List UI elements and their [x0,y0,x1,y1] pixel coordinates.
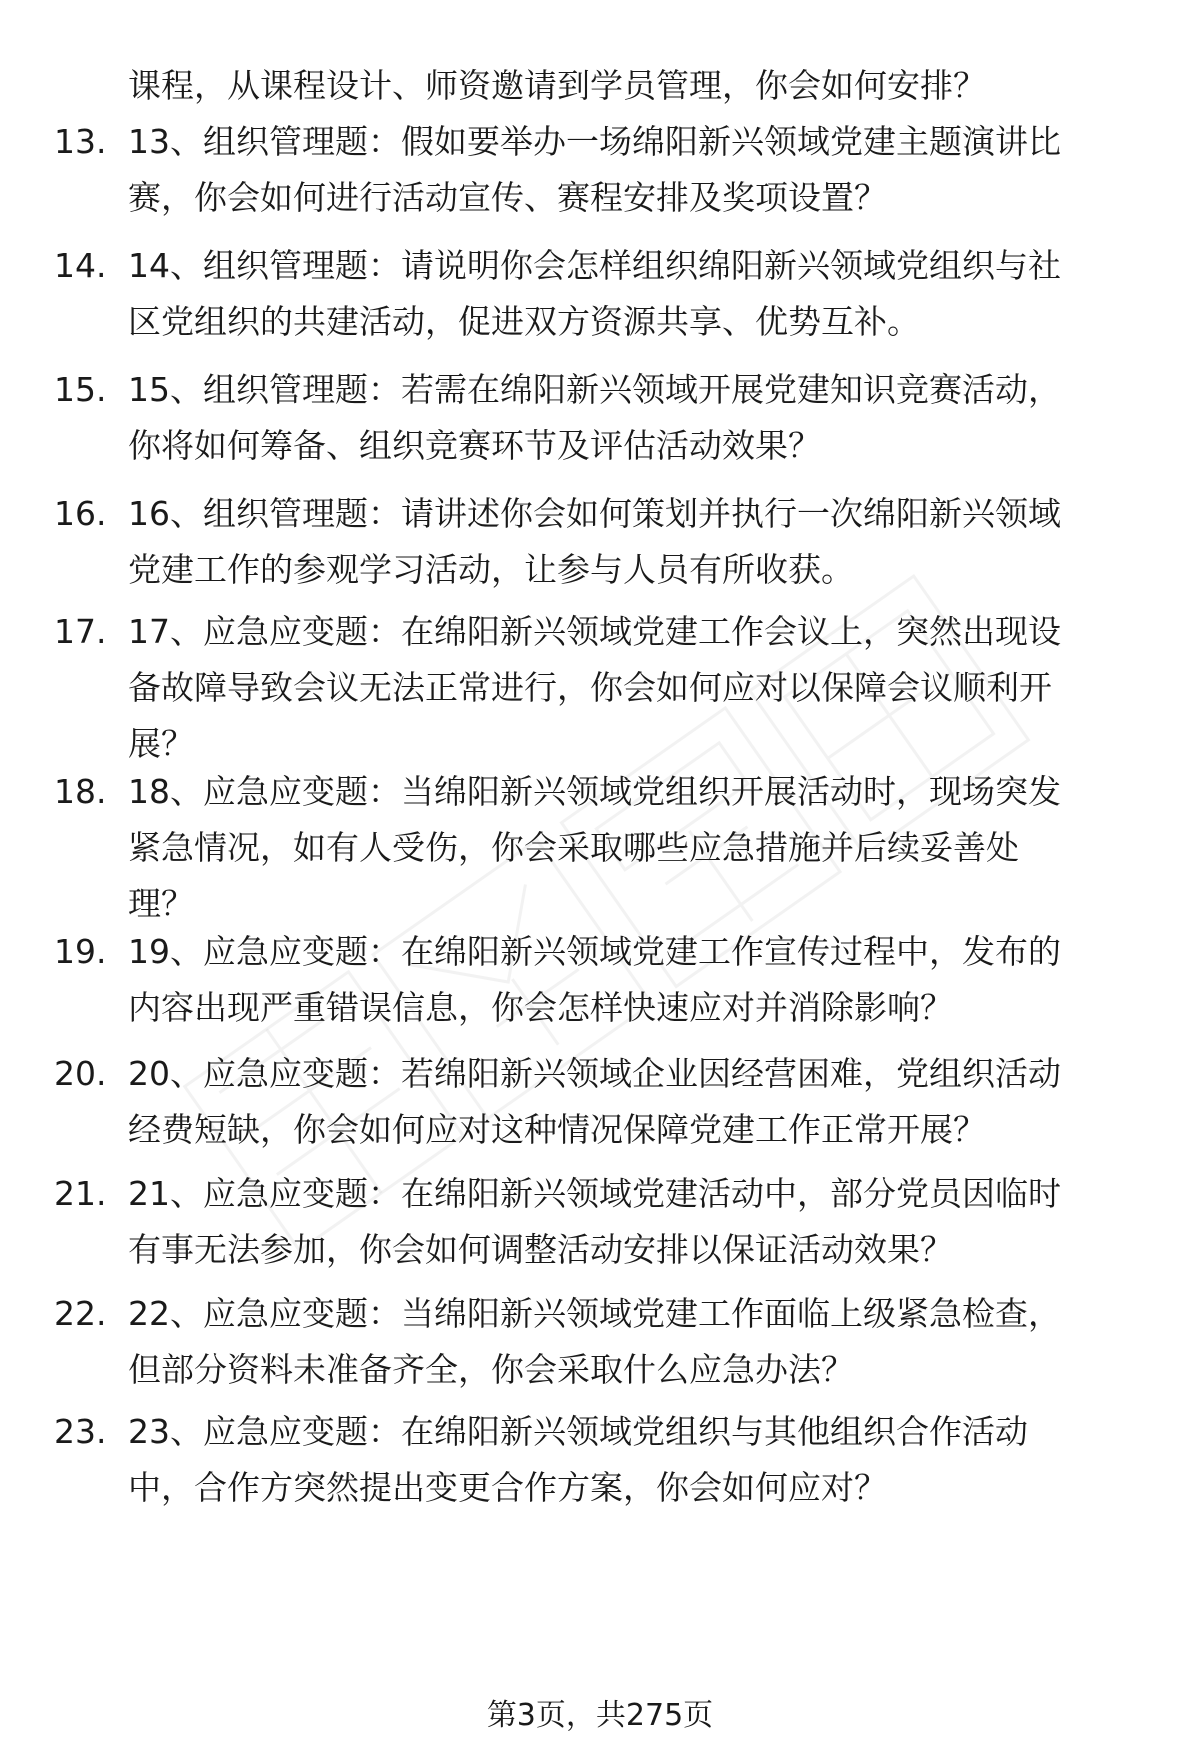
list-item-line: 23、应急应变题：在绵阳新兴领域党组织与其他组织合作活动 [128,1412,1028,1451]
carry-over-text: 课程，从课程设计、师资邀请到学员管理，你会如何安排？ [128,66,986,105]
list-item-text [128,114,1148,226]
list-item-line: 党建工作的参观学习活动，让参与人员有所收获。 [128,550,854,589]
list-item-text [128,924,1148,1036]
list-item-line: 中，合作方突然提出变更合作方案，你会如何应对？ [128,1468,887,1507]
list-item-line: 21、应急应变题：在绵阳新兴领域党建活动中，部分党员因临时 [128,1174,1061,1213]
list-item-number: 20. [54,1054,107,1093]
list-item-line: 赛，你会如何进行活动宣传、赛程安排及奖项设置？ [128,178,887,217]
list-item-line: 展？ [128,724,194,763]
list-item-text [128,238,1148,350]
list-item-number: 13. [54,122,107,161]
list-item-line: 内容出现严重错误信息，你会怎样快速应对并消除影响？ [128,988,953,1027]
list-item-line: 17、应急应变题：在绵阳新兴领域党建工作会议上，突然出现设 [128,612,1061,651]
list-item-line: 紧急情况，如有人受伤，你会采取哪些应急措施并后续妥善处 [128,828,1019,867]
list-item-line: 20、应急应变题：若绵阳新兴领域企业因经营困难，党组织活动 [128,1054,1061,1093]
list-item-text [128,362,1148,474]
list-item-number: 16. [54,494,107,533]
list-item-line: 经费短缺，你会如何应对这种情况保障党建工作正常开展？ [128,1110,986,1149]
list-item-line: 备故障导致会议无法正常进行，你会如何应对以保障会议顺利开 [128,668,1052,707]
list-item-line: 16、组织管理题：请讲述你会如何策划并执行一次绵阳新兴领域 [128,494,1061,533]
list-item-line: 你将如何筹备、组织竞赛环节及评估活动效果？ [128,426,821,465]
list-item-line: 有事无法参加，你会如何调整活动安排以保证活动效果？ [128,1230,953,1269]
list-item-number: 22. [54,1294,107,1333]
list-item-line: 19、应急应变题：在绵阳新兴领域党建工作宣传过程中，发布的 [128,932,1061,971]
list-item-text [128,1286,1148,1398]
list-item-number: 15. [54,370,107,409]
list-item-number: 19. [54,932,107,971]
list-item-text [128,486,1148,598]
list-item-line: 15、组织管理题：若需在绵阳新兴领域开展党建知识竞赛活动， [128,370,1061,409]
list-item-number: 23. [54,1412,107,1451]
list-item-number: 21. [54,1174,107,1213]
list-item-text [128,1166,1148,1278]
list-item-number: 17. [54,612,107,651]
list-item-text [128,1404,1148,1516]
list-item-line: 14、组织管理题：请说明你会怎样组织绵阳新兴领域党组织与社 [128,246,1061,285]
list-item-line: 理？ [128,884,194,923]
list-item-text [128,1046,1148,1158]
list-item-line: 区党组织的共建活动，促进双方资源共享、优势互补。 [128,302,920,341]
list-item-line: 13、组织管理题：假如要举办一场绵阳新兴领域党建主题演讲比 [128,122,1061,161]
list-item-line: 但部分资料未准备齐全，你会采取什么应急办法？ [128,1350,854,1389]
list-item-number: 14. [54,246,107,285]
list-item-number: 18. [54,772,107,811]
list-item-text [128,764,1148,932]
list-item-text [128,604,1148,772]
page-footer: 第3页，共275页 [486,1698,714,1733]
list-item-line: 22、应急应变题：当绵阳新兴领域党建工作面临上级紧急检查， [128,1294,1061,1333]
list-item-line: 18、应急应变题：当绵阳新兴领域党组织开展活动时，现场突发 [128,772,1061,811]
